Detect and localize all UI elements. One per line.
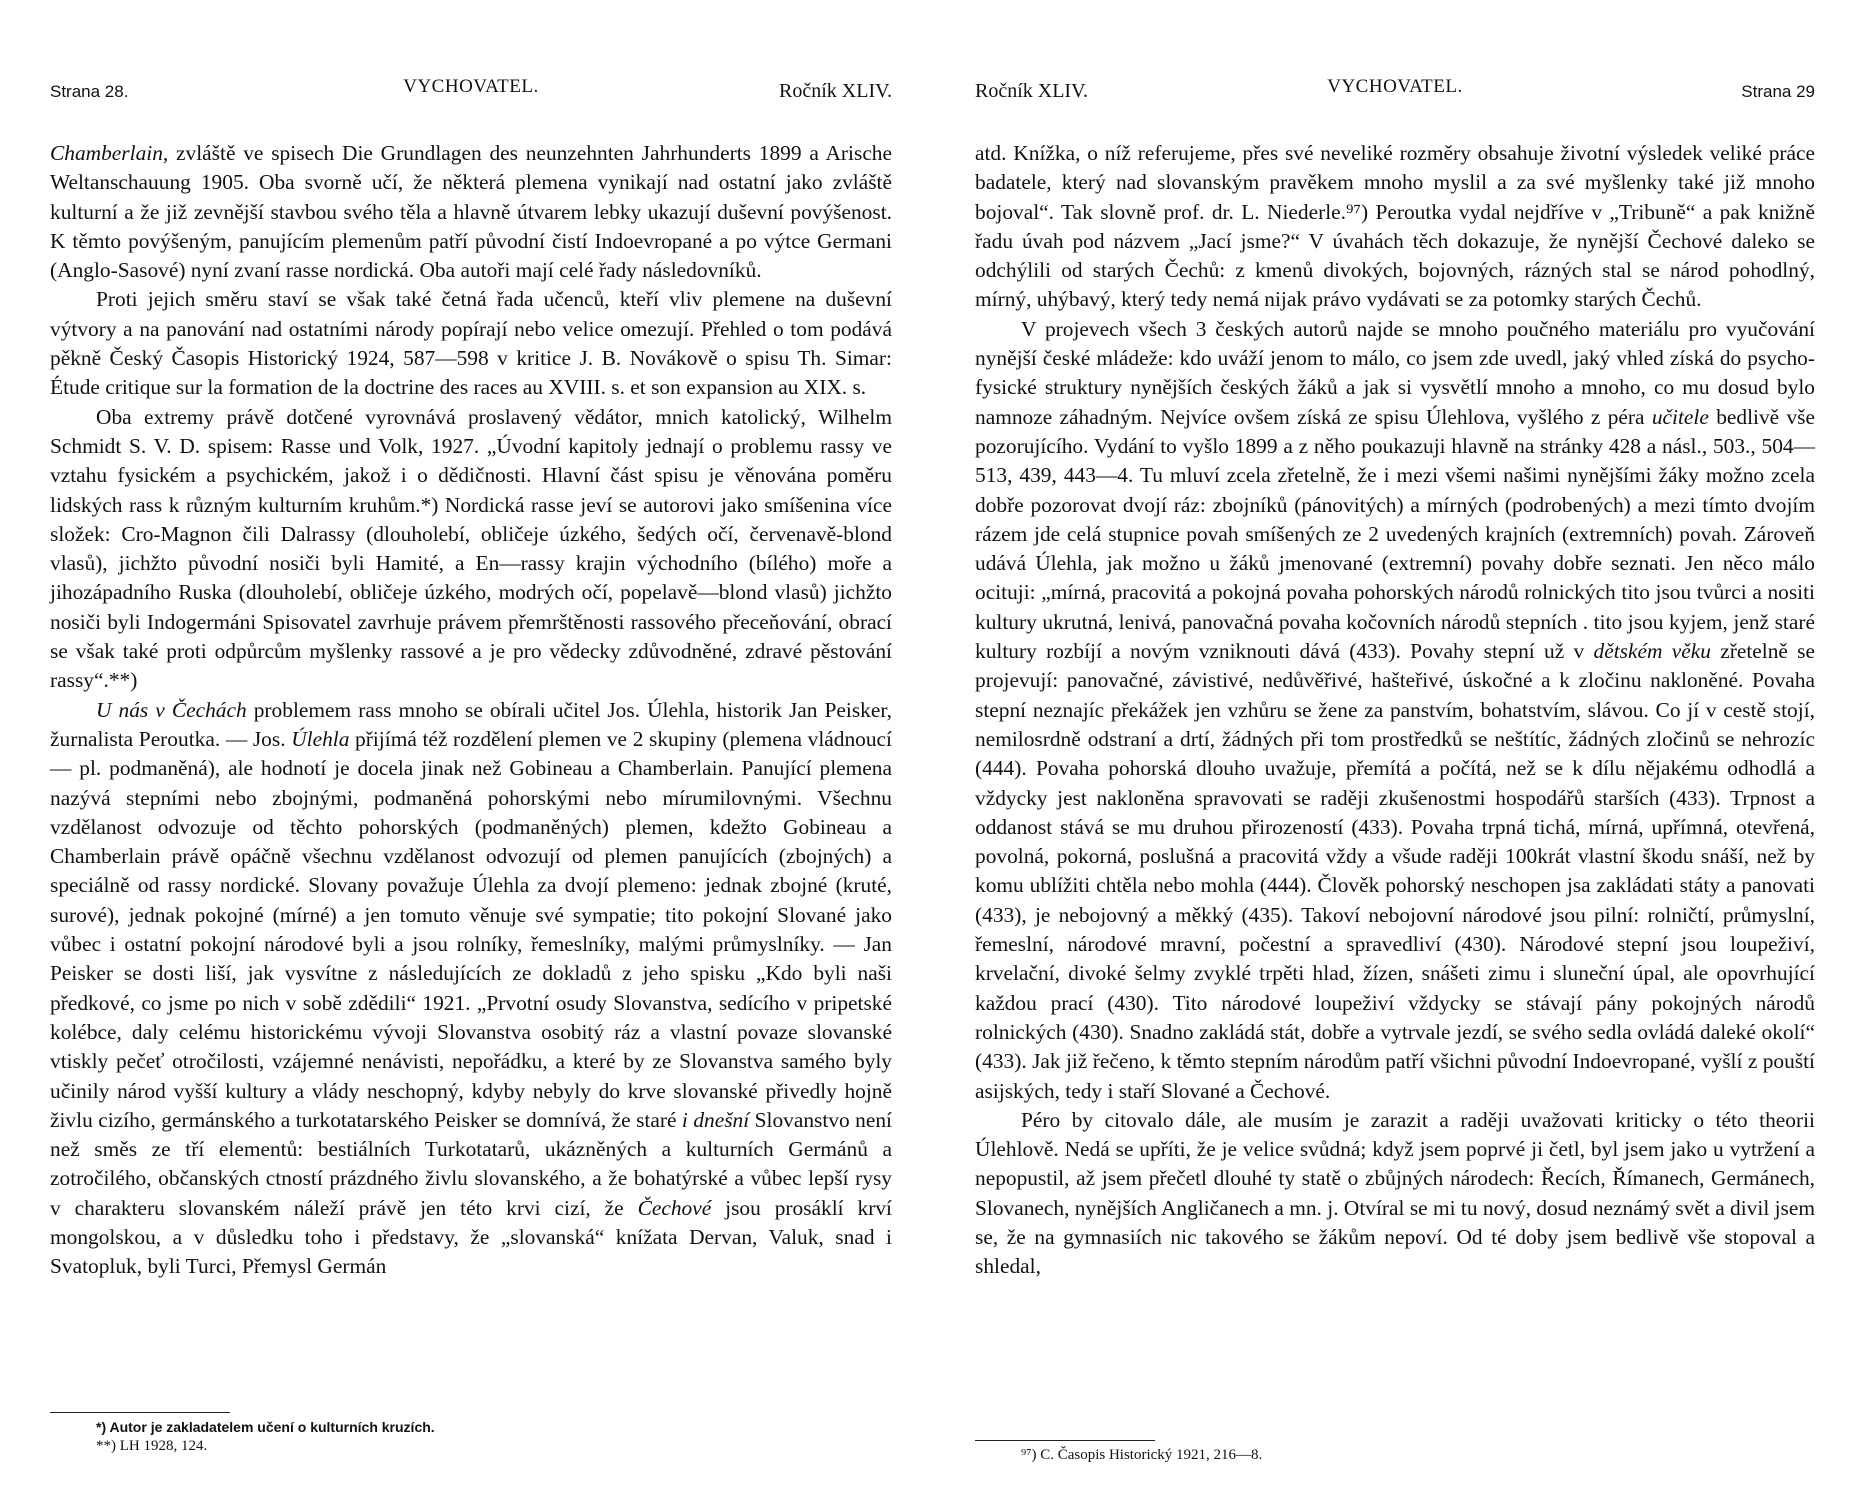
footnote: *) Autor je zakladatelem učení o kulturních kruzích. <box>96 1419 435 1435</box>
paragraph <box>975 139 1815 315</box>
footnote: ⁹⁷) C. Časopis Historický 1921, 216—8. <box>1021 1447 1263 1463</box>
text-run: V projevech všech 3 českých autorů najde se mnoho poučného materiálu pro vyučování nynější české mládeže: kdo uváží jenom to málo, co jsem zde uvedl, jaký vhled získá do psycho-fysické struktury nynějších českých žáků a jak si vysvětlí mnoho a mnoho, co mu dosud bylo namnoze záhadným. Nejvíce ovšem získá ze spisu Úlehlova, vyšlého z péra <box>975 316 1815 429</box>
paragraph <box>975 1106 1815 1282</box>
text-run: přijímá též rozdělení plemen ve 2 skupiny (plemena vládnoucí — pl. podmaněná), ale hodnotí je docela jinak než Gobineau a Chamberlain. Panující plemena nazývá stepními nebo zbojnými, podmaněná pohorskými nebo mírumilovnými. Všechnu vzdělanost odvozuje od těchto pohorských (podmaněných) plemen, kdežto Gobineau a Chamberlain právě opáčně všechnu vzdělanost odvozují od plemen panujících (zbojných) a speciálně od rassy nordické. Slovany považuje Úlehla za dvojí plemeno: jednak zbojné (kruté, surové), jednak pokojné (mírné) a jen tomuto věnuje své sympatie; tito pokojní Slované jako vůbec i ostatní pokojní národové byli a jsou rolníky, řemeslníky, malými průmyslníky. — Jan Peisker se dosti liší, jak vysvítne z následujících ze dokladů z jeho spisku „Kdo byli naši předkové, co jsme po nich v sobě zdědili“ 1921. „Prvotní osudy Slovanstva, sedícího v pripetské kolébce, daly celému historickému vývoji Slovanstva osobitý ráz a vlastní povaze slovanské vtiskly pečeť otročilosti, vzájemné nenávisti, nepořádku, a které by ze Slovanstva samého byly učinily národ vyšší kultury a vlády neschopný, kdyby nebyly do krve slovanské přivedly hojně živlu cizího, germánského a turkotatarského Peisker se domnívá, že staré <box>50 726 892 1132</box>
left-running-header <box>50 76 892 106</box>
paragraph <box>50 403 892 696</box>
text-run: Proti jejich směru staví se však také četná řada učenců, kteří vliv plemene na duševní výtvory a na panování nad ostatními národy popírají nebo velice omezují. Přehled o tom podává pěkně Český Časopis Historický 1924, 587—598 v kritice J. B. Novákově o spisu Th. Simar: Étude critique sur la formation de la doctrine des races au XVIII. s. et son expansion au XIX. s. <box>50 287 892 400</box>
text-run: zvláště ve spisech Die Grundlagen des neunzehnten Jahrhunderts 1899 a Arische Weltanschauung 1905. Oba svorně učí, že některá plemena vynikají nad ostatní jako zvláště kulturní a že již zevnější stavbou svého těla a hlavně útvarem lebky ukazují duševní povýšenost. K těmto povýšeným, panujícím plemenům patří původní čistí Indoevropané a po výtce Germani (Anglo-Sasové) nyní zvaní rasse nordická. Oba autoři mají celé řady následovníků. <box>50 141 892 283</box>
page-number: Strana 29 <box>1741 82 1815 101</box>
volume-label: Ročník XLIV. <box>779 80 892 102</box>
left-body-text <box>50 139 892 1282</box>
right-running-header <box>975 76 1815 106</box>
italic-text: dětském věku <box>1593 639 1711 664</box>
right-footnotes <box>975 1446 1815 1465</box>
paragraph <box>50 696 892 1282</box>
footnote: **) LH 1928, 124. <box>96 1438 208 1454</box>
italic-text: U nás v Čechách <box>96 697 247 722</box>
text-run: Oba extremy právě dotčené vyrovnává proslavený vědátor, mnich katolický, Wilhelm Schmidt S. V. D. spisem: Rasse und Volk, 1927. „Úvodní kapitoly jednají o problemu rassy ve vztahu fysickém a psychickém, jakož i o dědičnosti. Hlavní část spisu je věnována poměru lidských rass k různým kulturním kruhům.*) Nordická rasse jeví se autorovi jako smíšenina více složek: Cro-Magnon čili Dalrassy (dlouholebí, obličeje úzkého, šedých očí, červenavě-blond vlasů), jichžto původní nosiči byli Hamité, a En—rassy krajin východního (bílého) moře a jihozápadního Ruska (dlouholebí, obličeje úzkého, modrých očí, popelavě—blond vlasů) jichžto nosiči byli Indogermáni Spisovatel zavrhuje právem přemrštěnosti rassového přeceňování, obrací se však také proti odpůrcům myšlenky rassové a je pro vědecky zdůvodněné, zdravé pěstování rassy“.**) <box>50 404 892 693</box>
text-run: problemem rass mnoho se obírali učitel Jos. Úlehla, historik Jan Peisker, žurnalista Peroutka. — Jos. <box>50 697 892 751</box>
text-run: Péro by citovalo dále, ale musím je zarazit a raději uvažovati kriticky o této theorii Úlehlově. Nedá se upříti, že je velice svůdná; když jsem poprvé ji četl, byl jsem jako u vytržení a nepopustil, až jsem přečetl dlouhé ty statě o zbůjných národech: Řecích, Římanech, Germánech, Slovanech, nynějších Angličanech a mn. j. Otvíral se mi tu nový, dosud neznámý svět a divil jsem se, že na gymnasiích nic takového se žákům nepoví. Od té doby jsem bedlivě vše stopoval a shledal, <box>975 1107 1816 1279</box>
italic-text: učitele <box>1651 404 1709 429</box>
paragraph <box>975 315 1815 1106</box>
italic-text: i dnešní <box>681 1107 750 1132</box>
paragraph <box>50 139 892 285</box>
text-run: bedlivě vše pozorujícího. Vydání to vyšlo 1899 a z něho poukazuji hlavně na stránky 428 a násl., 503., 504—513, 439, 443—4. Tu mluví zcela zřetelně, že i mezi všemi našimi nynějšími žáky možno zcela dobře pozorovat dvojí ráz: zbojníků (pánovitých) a mírných (podrobených) a mezi tímto dvojím rázem jde celá stupnice povah smíšených ze 2 uvedených krajních (extremních) povah. Zároveň udává Úlehla, jak možno u žáků jmenované (extremní) povahy dobře seznati. Jen něco málo ocituji: „mírná, pracovitá a pokojná povaha pohorských národů rolnických tito jsou tvůrci a nositi kultury ukrutná, lenivá, panovačná povaha kočovních národů stepních . tito jsou kyjem, jenž staré kultury rozbíjí a novým vzniknouti dává (433). Povahy stepní už v <box>975 404 1815 664</box>
text-run: atd. Knížka, o níž referujeme, přes své neveliké rozměry obsahuje životní výsledek veliké práce badatele, který nad slovanským pravěkem mnoho myslil a za své myšlenky také již mnoho bojoval“. Tak slovně prof. dr. L. Niederle.⁹⁷) Peroutka vydal nejdříve v „Tribuně“ a pak knižně řadu úvah pod názvem „Jací jsme?“ V úvahách těch dokazuje, že nynější Čechové daleko se odchýlili od starých Čechů: z kmenů divokých, bojovných, rázných stal se národ pohodlný, mírný, uhýbavý, který tedy nemá nijak právo vydávati se za potomky starých Čechů. <box>975 141 1815 312</box>
left-footnotes <box>50 1418 892 1456</box>
journal-title: VYCHOVATEL. <box>1327 76 1463 97</box>
right-body-text <box>975 139 1815 1282</box>
italic-text: Čechové <box>637 1195 712 1220</box>
footnote-rule <box>975 1440 1155 1441</box>
italic-text: Úlehla <box>291 726 350 751</box>
text-run: Slovanstvo není než směs ze tří elementů: bestiálních Turkotatarů, ukázněných a kulturních Germánů a zotročilého, občanských ctností prázdného živlu slovanského, a že bohatýrské a vůbec lepší rysy v charakteru slovanském náleží právě jen této krvi cizí, že <box>50 1107 892 1220</box>
journal-title: VYCHOVATEL. <box>403 76 539 97</box>
page-number: Strana 28. <box>50 82 129 101</box>
volume-label: Ročník XLIV. <box>975 80 1088 102</box>
text-run: zřetelně se projevují: panovačné, závistivé, nedůvěřivé, hašteřivé, úskočné a k zločinu nakloněné. Povaha stepní neznajíc překážek jen vzhůru se žene za panstvím, bohatstvím, slávou. Co jí v cestě stojí, nemilosrdně odstraní a drtí, žádných při tom prostředků se neštítíc, žádných zločinů se nehrozíc (444). Povaha pohorská dlouho uvažuje, přemítá a počítá, než se k dílu nějakému odhodlá a vždycky jest nakloněna spravovati se raději zkušenostmi hospodářů starších (433). Trpnost a oddanost stává se mu druhou přirozeností (433). Povaha trpná tichá, mírná, upřímná, otevřená, povolná, pokorná, poslušná a pracovitá vždy a všude raději 100krát vlastní škodu snáší, než by komu ublížiti chtěla nebo mohla (444). Člověk pohorský neschopen jsa zakládati státy a panovati (433), je nebojovný a měkký (435). Takoví nebojovní národové jsou pilní: rolničtí, průmyslní, řemeslní, národové mravní, počestní a spravedliví (430). Národové stepní jsou loupeživí, krvelační, divoké šelmy zvyklé trpěti hlad, žízen, snášeti zimu i sluneční úpal, ale opovrhující každou prací (430). Tito národové loupeživí vždycky se stávají pány pokojných národů rolnických (430). Snadno zakládá stát, dobře a vytrvale jezdí, se svého sedla ovládá daleké okolí“ (433). Jak již řečeno, k těmto stepním národům patří všichni původní Indoevropané, vyšlí z pouští asijských, tedy i staří Slované a Čechové. <box>975 639 1816 1103</box>
text-run: jsou prosáklí krví mongolskou, a v důsledku toho i představy, že „slovanská“ knížata Dervan, Valuk, snad i Svatopluk, byli Turci, Přemysl Germán <box>50 1195 892 1279</box>
footnote-rule <box>50 1412 230 1413</box>
italic-text: Chamberlain, <box>50 141 169 165</box>
paragraph <box>50 285 892 402</box>
